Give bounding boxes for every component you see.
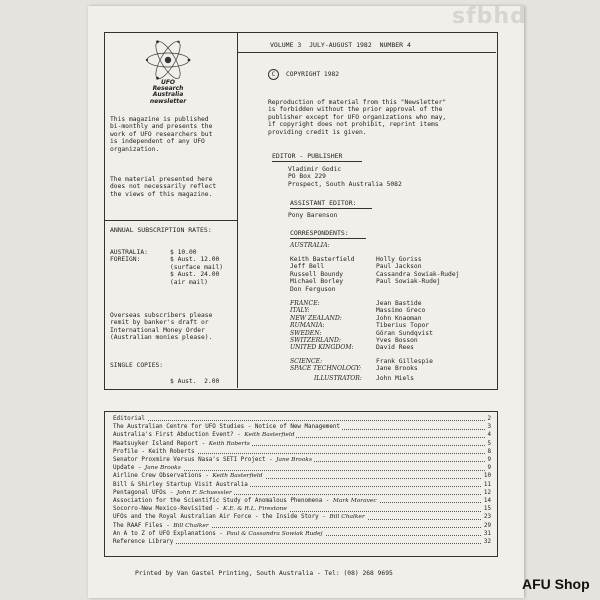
atom-logo-icon [144, 36, 192, 84]
contents-title [113, 531, 325, 538]
contents-page: 12 [483, 489, 491, 496]
issue-divider [237, 52, 496, 53]
contents-page: 8 [487, 448, 491, 455]
contents-page: 14 [483, 498, 491, 504]
contents-author: Paul & Cassandra Sowiak Rudej [226, 530, 323, 537]
contents-entry [113, 506, 491, 513]
contents-title [113, 432, 296, 439]
contents-author: Mark Moravec [332, 498, 377, 504]
contents-title [113, 523, 211, 530]
contents-title-text: Socorro-New Mexico-Revisited - [113, 506, 223, 513]
contents-page: 9 [487, 465, 491, 472]
contents-title-text: Australia's First Abduction Event? - [113, 432, 245, 439]
country-labels: FRANCE: ITALY: NEW ZEALAND: RUMANIA: SWEDEN: SWITZERLAND: UNITED KINGDOM: [290, 300, 354, 352]
contents-author: Keith Basterfield [212, 473, 263, 480]
contents-entry [113, 441, 491, 448]
contents-author: John F. Schuessler [176, 489, 232, 496]
contents-entry [113, 424, 491, 431]
table-of-contents [104, 411, 498, 557]
correspondents-underline [290, 238, 366, 239]
contents-title-text: Profile - Keith Roberts [113, 448, 195, 455]
contents-title [113, 457, 314, 464]
contents-entry [113, 531, 491, 538]
divider [104, 220, 237, 221]
contents-title [113, 514, 367, 521]
dot-leader [113, 420, 491, 421]
contents-title-text: The Australian Centre for UFO Studies - Notice of New Management [113, 424, 340, 431]
subscription-prices: $ 10.00 $ Aust. 12.00 (surface mail) $ Aust. 24.00 (air mail) [170, 249, 224, 286]
contents-page: 23 [483, 514, 491, 521]
contents-title [113, 424, 342, 431]
contents-title-text: The RAAF Files - [113, 522, 174, 529]
contents-page: 10 [483, 473, 491, 480]
contents-author: Bill Chalker [329, 514, 365, 521]
assistant-name: Pony Barenson [288, 212, 338, 219]
contents-entry [113, 539, 491, 546]
shop-label: AFU Shop [522, 576, 590, 592]
country-correspondents: Jean Bastide Massimo Greco John Knaoman Tiberius Topor Göran Sundqvist Yves Bosson David Rees [376, 300, 433, 352]
contents-author: Keith Basterfield [244, 432, 295, 439]
single-copies-price: $ Aust. 2.00 [170, 378, 220, 385]
contents-page: 31 [483, 530, 491, 537]
contents-page: 11 [483, 481, 491, 488]
contents-page: 4 [487, 432, 491, 439]
contents-title-text: Pentagonal UFOs - [113, 489, 177, 496]
field-correspondents: Frank Gillespie Jane Brooks [376, 358, 433, 373]
illustrator-name: John Miels [376, 375, 414, 382]
subscription-regions: AUSTRALIA: FOREIGN: [110, 249, 148, 264]
contents-title-text: Editorial [113, 416, 145, 422]
contents-title [113, 506, 289, 513]
contents-title-text: Reference Library [113, 539, 174, 545]
logo-wordmark: UFO Research Australia newsletter [149, 79, 187, 105]
contents-page: 2 [487, 416, 491, 422]
contents-title-text: Maatsuyker Island Report - [113, 440, 209, 447]
contents-entry [113, 498, 491, 505]
correspondents-heading: CORRESPONDENTS: [290, 229, 349, 237]
contents-title [113, 498, 379, 505]
about-text: This magazine is published bi-monthly and presents the work of UFO researchers but is independent of any UFO organization. [110, 116, 213, 153]
reproduction-notice: Reproduction of material from this "Newsletter" is forbidden without the prior approval of the publisher except for UFO organizations who may, if copyright does not prohibit, reprint items providing credit is given. [268, 99, 447, 136]
illustrator-label: ILLUSTRATOR: [314, 375, 362, 382]
overseas-note: Overseas subscribers please remit by banker's draft or International Money Order (Australian monies please). [110, 312, 213, 342]
field-labels: SCIENCE: SPACE TECHNOLOGY: [290, 358, 362, 373]
disclaimer-text: The material presented here does not necessarily reflect the views of this magazine. [110, 176, 217, 198]
contents-title-text: Senator Proxmire Versus Nasa's SETI Project - [113, 457, 277, 463]
contents-title-text: Bill & Shirley Startup Visit Australia [113, 481, 248, 488]
bleed-through-text: sfbhd [452, 4, 527, 29]
contents-title [113, 441, 252, 448]
contents-title [113, 416, 147, 423]
contents-entry [113, 490, 491, 497]
issue-line: VOLUME 3 JULY-AUGUST 1982 NUMBER 4 [270, 41, 411, 49]
australia-label: AUSTRALIA: [290, 242, 330, 249]
editor-details: Vladimir Godic PO Box 229 Prospect, South Australia 5082 [288, 166, 402, 188]
contents-title [113, 449, 197, 456]
subscription-heading: ANNUAL SUBSCRIPTION RATES: [110, 226, 212, 234]
assistant-underline [290, 208, 372, 209]
contents-page: 3 [487, 424, 491, 431]
contents-title [113, 482, 250, 489]
contents-author: Jane Brooks [144, 465, 181, 472]
contents-title-text: Update - [113, 465, 145, 472]
contents-title-text: Association for the Scientific Study of Anomalous Phenomena - [113, 498, 333, 504]
contents-title-text: An A to Z of UFO Explanations - [113, 530, 227, 537]
contents-author: Bill Chalker [173, 522, 209, 529]
contents-title [113, 465, 183, 472]
contents-title-text: UFOs and the Royal Australian Air Force - the Inside Story - [113, 514, 330, 521]
contents-author: Keith Roberts [208, 440, 250, 447]
copyright-text: COPYRIGHT 1982 [286, 71, 340, 78]
contents-page: 9 [487, 457, 491, 463]
contents-title [113, 539, 175, 546]
contents-entry [113, 473, 491, 480]
contents-title-text: Airline Crew Observations - [113, 473, 213, 480]
editor-underline [272, 161, 362, 162]
contents-title [113, 490, 234, 497]
contents-page: 32 [483, 539, 491, 545]
contents-entry [113, 482, 491, 489]
contents-page: 5 [487, 440, 491, 447]
printer-credit: Printed by Van Gastel Printing, South Australia - Tel: (08) 268 9695 [135, 570, 393, 577]
contents-entry [113, 514, 491, 521]
contents-title [113, 473, 265, 480]
editor-heading: EDITOR - PUBLISHER [272, 152, 343, 160]
contents-entry [113, 449, 491, 456]
contents-author: K.E. & R.L. Firestone [222, 506, 287, 513]
contents-entry [113, 457, 491, 464]
contents-entry [113, 432, 491, 439]
contents-author: Jane Brooks [276, 457, 312, 463]
contents-page: 15 [483, 506, 491, 513]
contents-entry [113, 416, 491, 423]
contents-page: 29 [483, 522, 491, 529]
copyright-icon: C [268, 69, 279, 80]
column-divider [237, 32, 238, 388]
single-copies-label: SINGLE COPIES: [110, 362, 164, 369]
contents-entry [113, 523, 491, 530]
australia-correspondents-a: Keith Basterfield Jeff Bell Russell Boundy Michael Borley Don Ferguson [290, 256, 355, 293]
contents-entry [113, 465, 491, 472]
australia-correspondents-b: Holly Goriss Paul Jackson Cassandra Sowiak-Rudej Paul Sowiak-Rudej [376, 256, 460, 286]
assistant-heading: ASSISTANT EDITOR: [290, 199, 357, 207]
